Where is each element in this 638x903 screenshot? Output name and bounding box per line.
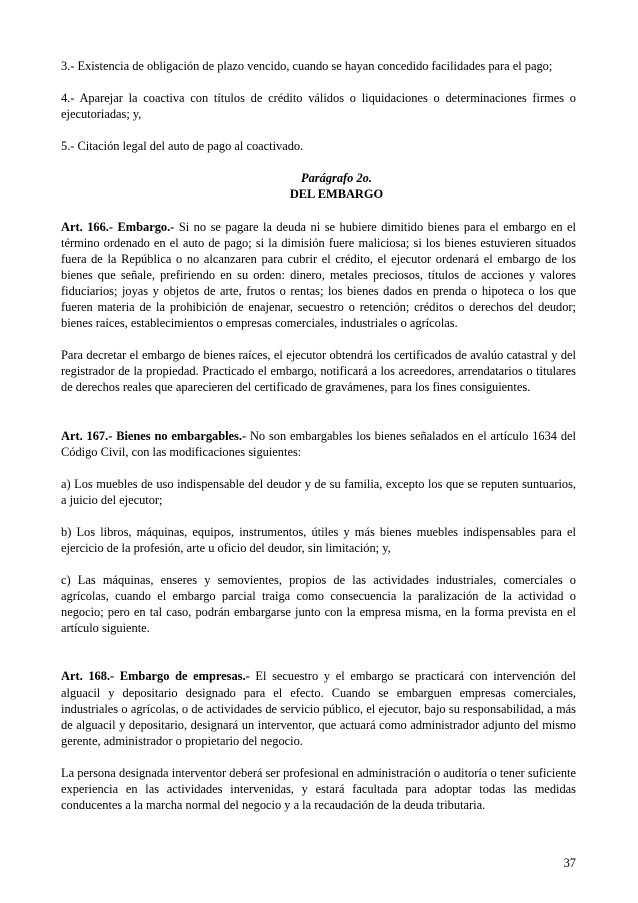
article-166-paragraph-2: Para decretar el embargo de bienes raíces, el ejecutor obtendrá los certificados de avalúo catastral y del registrador de la propiedad. Practicado el embargo, notificará a los acreedores, arrendatarios o titulares de derechos reales que aparecieren del certificado de gravámenes, para los fines consiguientes. [61, 348, 576, 395]
article-167 [61, 428, 576, 460]
spacer [61, 412, 576, 428]
article-166-label: Art. 166.- Embargo.- [61, 219, 175, 234]
item-3: 3.- Existencia de obligación de plazo vencido, cuando se hayan concedido facilidades para el pago; [61, 59, 553, 73]
item-5: 5.- Citación legal del auto de pago al coactivado. [61, 139, 304, 154]
article-167-text: No son embargables los bienes señalados en el artículo 1634 del Código Civil, con las modificaciones siguientes: [61, 428, 576, 459]
article-168-label: Art. 168.- Embargo de empresas.- [61, 669, 250, 684]
item-4: 4.- Aparejar la coactiva con títulos de crédito válidos o liquidaciones o determinaciones firmes o ejecutoriadas; y, [61, 91, 576, 122]
article-168-paragraph-2: La persona designada interventor deberá ser profesional en administración o auditoría o tener suficiente experiencia en las actividades intervenidas, y estará facultada para adoptar todas las medidas conducentes a la marcha normal del negocio y a la recaudación de la deuda tributaria. [61, 765, 576, 813]
article-167-item-c: c) Las máquinas, enseres y semovientes, propios de las actividades industriales, comerciales o agrícolas, cuando el embargo parcial traiga como consecuencia la paralización de la actividad o negocio; pero en tal caso, podrán embargarse junto con la empresa misma, en la forma prevista en el artículo siguiente. [61, 573, 576, 636]
article-167-item-b: b) Los libros, máquinas, equipos, instrumentos, útiles y más bienes muebles indispensables para el ejercicio de la profesión, arte u oficio del deudor, sin limitación; y, [61, 524, 576, 555]
article-166-text: Si no se pagare la deuda ni se hubiere dimitido bienes para el embargo en el término ordenado en el auto de pago; si la dimisión fuere maliciosa; si los bienes estuvieren situados fuera de la República o no alcanzaren para cubrir el crédito, el ejecutor ordenará el embargo de los bienes que señale, prefiriendo en su orden: dinero, metales preciosos, títulos de acciones y valores fiduciarios; joyas y objetos de arte, frutos o rentas; los bienes dados en prenda o hipoteca o los que fueren materia de la prohibición de enajenar, secuestro o retención; créditos o derechos del deudor; bienes raíces, establecimientos o empresas comerciales, industriales o agrícolas. [61, 219, 576, 331]
article-167-label: Art. 167.- Bienes no embargables.- [61, 428, 247, 443]
paragraph-number: Parágrafo 2o. [301, 171, 372, 186]
section-heading [61, 170, 576, 202]
page-number: 37 [563, 856, 576, 870]
article-168 [61, 668, 576, 748]
article-166 [61, 219, 576, 332]
article-167-item-a: a) Los muebles de uso indispensable del deudor y de su familia, excepto los que se reputen suntuarios, a juicio del ejecutor; [61, 476, 576, 507]
spacer [61, 652, 576, 668]
section-title: DEL EMBARGO [289, 187, 384, 202]
article-168-text: El secuestro y el embargo se practicará con intervención del alguacil y depositario designado para el efecto. Cuando se embarguen empresas comerciales, industriales o agrícolas, o de actividades de servicio público, el ejecutor, bajo su responsabilidad, a más de alguacil y depositario, designará un interventor, que actuará como administrador adjunto del mismo gerente, administrador o propietario del negocio. [61, 669, 576, 748]
